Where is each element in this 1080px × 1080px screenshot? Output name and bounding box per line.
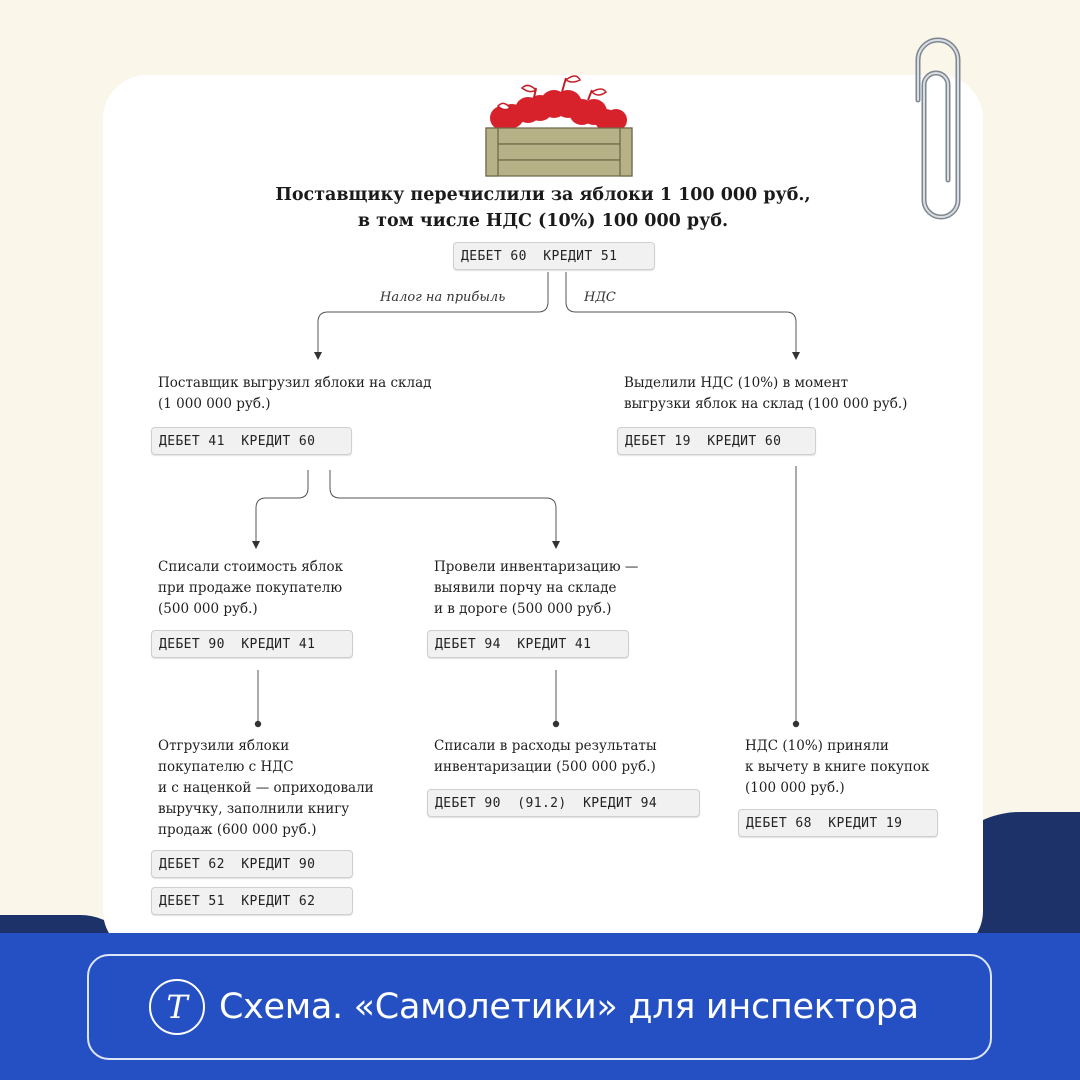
left-sale-connector [256,470,308,547]
arrow-inventory-head [552,541,560,549]
title-line-1: Поставщику перечислили за яблоки 1 100 000 руб., [275,185,811,205]
footer-caption [87,954,992,1060]
left-node-text: Поставщик выгрузил яблоки на склад (1 000 000 руб.) [158,375,432,412]
right-entry: ДЕБЕТ 19 КРЕДИТ 60 [617,427,816,455]
writeoff-node-text: Списали в расходы результаты инвентаризации (500 000 руб.) [434,738,657,775]
inventory-entry: ДЕБЕТ 94 КРЕДИТ 41 [427,630,629,658]
root-entry: ДЕБЕТ 60 КРЕДИТ 51 [453,242,655,270]
shipment-entry-1: ДЕБЕТ 62 КРЕДИТ 90 [151,850,353,878]
left-entry: ДЕБЕТ 41 КРЕДИТ 60 [151,427,352,455]
vat-entry: ДЕБЕТ 68 КРЕДИТ 19 [738,809,938,837]
branch-left-connector [318,272,548,358]
sale-entry: ДЕБЕТ 90 КРЕДИТ 41 [151,630,353,658]
branch-right-label: НДС [584,290,616,305]
branch-left-label: Налог на прибыль [380,290,506,305]
vat-node-text: НДС (10%) приняли к вычету в книге покупок (100 000 руб.) [745,738,930,796]
arrow-left-head [314,352,322,360]
writeoff-entry: ДЕБЕТ 90 (91.2) КРЕДИТ 94 [427,789,700,817]
diagram-title [103,182,983,234]
dot-vat [793,721,799,727]
right-node-text: Выделили НДС (10%) в момент выгрузки яблок на склад (100 000 руб.) [624,375,908,412]
left-inventory-connector [330,470,556,547]
inventory-node-text: Провели инвентаризацию — выявили порчу на складе и в дороге (500 000 руб.) [434,559,639,617]
shipment-entry-2: ДЕБЕТ 51 КРЕДИТ 62 [151,887,353,915]
sale-node-text: Списали стоимость яблок при продаже покупателю (500 000 руб.) [158,559,344,617]
footer-text: Схема. «Самолетики» для инспектора [219,987,919,1027]
arrow-sale-head [252,541,260,549]
logo-icon: T [149,979,205,1035]
dot-inventory [553,721,559,727]
arrow-right-head [792,352,800,360]
title-line-2: в том числе НДС (10%) 100 000 руб. [357,211,729,231]
shipment-node-text: Отгрузили яблоки покупателю с НДС и с наценкой — оприходовали выручку, заполнили книгу продаж (600 000 руб.) [158,738,374,838]
branch-right-connector [566,272,796,358]
dot-sale [255,721,261,727]
